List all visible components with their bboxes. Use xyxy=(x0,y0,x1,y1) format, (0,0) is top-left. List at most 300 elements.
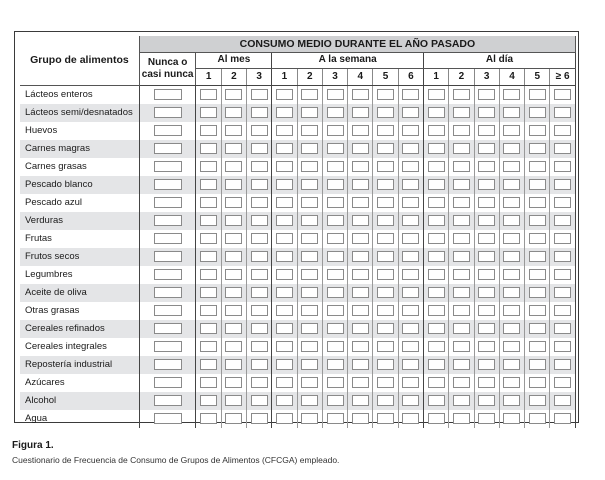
frequency-checkbox[interactable] xyxy=(529,143,546,154)
frequency-checkbox[interactable] xyxy=(200,107,217,118)
frequency-checkbox[interactable] xyxy=(428,251,445,262)
frequency-checkbox[interactable] xyxy=(453,161,470,172)
frequency-checkbox[interactable] xyxy=(377,269,394,280)
frequency-checkbox[interactable] xyxy=(200,233,217,244)
frequency-checkbox[interactable] xyxy=(402,251,419,262)
frequency-checkbox[interactable] xyxy=(276,269,293,280)
frequency-checkbox[interactable] xyxy=(352,233,369,244)
frequency-checkbox[interactable] xyxy=(352,395,369,406)
frequency-checkbox[interactable] xyxy=(377,395,394,406)
frequency-checkbox[interactable] xyxy=(478,341,495,352)
frequency-checkbox[interactable] xyxy=(301,287,318,298)
frequency-checkbox[interactable] xyxy=(453,413,470,424)
frequency-checkbox[interactable] xyxy=(554,251,571,262)
frequency-checkbox[interactable] xyxy=(554,287,571,298)
frequency-checkbox[interactable] xyxy=(478,395,495,406)
frequency-checkbox[interactable] xyxy=(402,269,419,280)
frequency-checkbox[interactable] xyxy=(327,215,344,226)
frequency-checkbox[interactable] xyxy=(301,359,318,370)
frequency-checkbox[interactable] xyxy=(554,89,571,100)
frequency-checkbox[interactable] xyxy=(225,395,242,406)
frequency-checkbox[interactable] xyxy=(402,413,419,424)
frequency-checkbox[interactable] xyxy=(301,413,318,424)
frequency-checkbox[interactable] xyxy=(402,143,419,154)
frequency-checkbox[interactable] xyxy=(377,215,394,226)
frequency-checkbox[interactable] xyxy=(428,197,445,208)
never-checkbox[interactable] xyxy=(154,89,182,100)
frequency-checkbox[interactable] xyxy=(529,269,546,280)
frequency-checkbox[interactable] xyxy=(352,305,369,316)
frequency-checkbox[interactable] xyxy=(301,143,318,154)
frequency-checkbox[interactable] xyxy=(503,233,520,244)
frequency-checkbox[interactable] xyxy=(554,341,571,352)
frequency-checkbox[interactable] xyxy=(251,305,268,316)
frequency-checkbox[interactable] xyxy=(200,89,217,100)
frequency-checkbox[interactable] xyxy=(377,377,394,388)
never-checkbox[interactable] xyxy=(154,341,182,352)
frequency-checkbox[interactable] xyxy=(503,395,520,406)
frequency-checkbox[interactable] xyxy=(478,323,495,334)
frequency-checkbox[interactable] xyxy=(251,395,268,406)
frequency-checkbox[interactable] xyxy=(529,125,546,136)
frequency-checkbox[interactable] xyxy=(554,395,571,406)
frequency-checkbox[interactable] xyxy=(402,377,419,388)
frequency-checkbox[interactable] xyxy=(327,305,344,316)
never-checkbox[interactable] xyxy=(154,251,182,262)
frequency-checkbox[interactable] xyxy=(225,215,242,226)
frequency-checkbox[interactable] xyxy=(276,197,293,208)
frequency-checkbox[interactable] xyxy=(428,395,445,406)
frequency-checkbox[interactable] xyxy=(327,89,344,100)
frequency-checkbox[interactable] xyxy=(402,395,419,406)
never-checkbox[interactable] xyxy=(154,359,182,370)
frequency-checkbox[interactable] xyxy=(301,377,318,388)
frequency-checkbox[interactable] xyxy=(251,125,268,136)
frequency-checkbox[interactable] xyxy=(402,305,419,316)
frequency-checkbox[interactable] xyxy=(453,377,470,388)
frequency-checkbox[interactable] xyxy=(428,341,445,352)
frequency-checkbox[interactable] xyxy=(352,161,369,172)
frequency-checkbox[interactable] xyxy=(428,143,445,154)
frequency-checkbox[interactable] xyxy=(276,251,293,262)
frequency-checkbox[interactable] xyxy=(225,287,242,298)
frequency-checkbox[interactable] xyxy=(478,125,495,136)
frequency-checkbox[interactable] xyxy=(529,161,546,172)
frequency-checkbox[interactable] xyxy=(276,179,293,190)
never-checkbox[interactable] xyxy=(154,305,182,316)
frequency-checkbox[interactable] xyxy=(402,197,419,208)
frequency-checkbox[interactable] xyxy=(200,161,217,172)
frequency-checkbox[interactable] xyxy=(352,179,369,190)
frequency-checkbox[interactable] xyxy=(377,143,394,154)
frequency-checkbox[interactable] xyxy=(200,179,217,190)
frequency-checkbox[interactable] xyxy=(327,125,344,136)
never-checkbox[interactable] xyxy=(154,323,182,334)
frequency-checkbox[interactable] xyxy=(251,179,268,190)
frequency-checkbox[interactable] xyxy=(453,251,470,262)
frequency-checkbox[interactable] xyxy=(327,341,344,352)
frequency-checkbox[interactable] xyxy=(402,125,419,136)
frequency-checkbox[interactable] xyxy=(478,233,495,244)
frequency-checkbox[interactable] xyxy=(251,143,268,154)
frequency-checkbox[interactable] xyxy=(554,215,571,226)
frequency-checkbox[interactable] xyxy=(503,359,520,370)
frequency-checkbox[interactable] xyxy=(301,125,318,136)
frequency-checkbox[interactable] xyxy=(200,359,217,370)
frequency-checkbox[interactable] xyxy=(352,359,369,370)
frequency-checkbox[interactable] xyxy=(554,125,571,136)
frequency-checkbox[interactable] xyxy=(529,341,546,352)
frequency-checkbox[interactable] xyxy=(327,377,344,388)
frequency-checkbox[interactable] xyxy=(428,269,445,280)
never-checkbox[interactable] xyxy=(154,215,182,226)
frequency-checkbox[interactable] xyxy=(529,287,546,298)
frequency-checkbox[interactable] xyxy=(529,197,546,208)
frequency-checkbox[interactable] xyxy=(377,161,394,172)
never-checkbox[interactable] xyxy=(154,161,182,172)
frequency-checkbox[interactable] xyxy=(428,323,445,334)
frequency-checkbox[interactable] xyxy=(225,251,242,262)
never-checkbox[interactable] xyxy=(154,143,182,154)
frequency-checkbox[interactable] xyxy=(301,161,318,172)
frequency-checkbox[interactable] xyxy=(503,215,520,226)
frequency-checkbox[interactable] xyxy=(453,215,470,226)
frequency-checkbox[interactable] xyxy=(478,215,495,226)
frequency-checkbox[interactable] xyxy=(200,125,217,136)
frequency-checkbox[interactable] xyxy=(276,377,293,388)
frequency-checkbox[interactable] xyxy=(301,107,318,118)
frequency-checkbox[interactable] xyxy=(453,143,470,154)
frequency-checkbox[interactable] xyxy=(225,161,242,172)
frequency-checkbox[interactable] xyxy=(554,413,571,424)
frequency-checkbox[interactable] xyxy=(453,233,470,244)
frequency-checkbox[interactable] xyxy=(453,395,470,406)
frequency-checkbox[interactable] xyxy=(327,269,344,280)
frequency-checkbox[interactable] xyxy=(200,341,217,352)
frequency-checkbox[interactable] xyxy=(377,179,394,190)
frequency-checkbox[interactable] xyxy=(377,89,394,100)
frequency-checkbox[interactable] xyxy=(251,107,268,118)
frequency-checkbox[interactable] xyxy=(200,269,217,280)
frequency-checkbox[interactable] xyxy=(251,413,268,424)
frequency-checkbox[interactable] xyxy=(478,107,495,118)
frequency-checkbox[interactable] xyxy=(554,323,571,334)
frequency-checkbox[interactable] xyxy=(200,305,217,316)
frequency-checkbox[interactable] xyxy=(301,395,318,406)
frequency-checkbox[interactable] xyxy=(529,323,546,334)
frequency-checkbox[interactable] xyxy=(529,215,546,226)
frequency-checkbox[interactable] xyxy=(251,341,268,352)
frequency-checkbox[interactable] xyxy=(503,107,520,118)
frequency-checkbox[interactable] xyxy=(554,179,571,190)
frequency-checkbox[interactable] xyxy=(503,197,520,208)
frequency-checkbox[interactable] xyxy=(503,323,520,334)
frequency-checkbox[interactable] xyxy=(529,233,546,244)
never-checkbox[interactable] xyxy=(154,125,182,136)
frequency-checkbox[interactable] xyxy=(503,287,520,298)
frequency-checkbox[interactable] xyxy=(554,143,571,154)
frequency-checkbox[interactable] xyxy=(327,413,344,424)
frequency-checkbox[interactable] xyxy=(554,377,571,388)
frequency-checkbox[interactable] xyxy=(301,215,318,226)
frequency-checkbox[interactable] xyxy=(503,413,520,424)
frequency-checkbox[interactable] xyxy=(428,359,445,370)
frequency-checkbox[interactable] xyxy=(377,341,394,352)
frequency-checkbox[interactable] xyxy=(529,377,546,388)
frequency-checkbox[interactable] xyxy=(301,89,318,100)
frequency-checkbox[interactable] xyxy=(276,125,293,136)
frequency-checkbox[interactable] xyxy=(377,107,394,118)
frequency-checkbox[interactable] xyxy=(200,287,217,298)
frequency-checkbox[interactable] xyxy=(453,287,470,298)
frequency-checkbox[interactable] xyxy=(529,251,546,262)
frequency-checkbox[interactable] xyxy=(225,413,242,424)
frequency-checkbox[interactable] xyxy=(251,197,268,208)
frequency-checkbox[interactable] xyxy=(251,89,268,100)
frequency-checkbox[interactable] xyxy=(453,107,470,118)
frequency-checkbox[interactable] xyxy=(503,341,520,352)
frequency-checkbox[interactable] xyxy=(327,179,344,190)
frequency-checkbox[interactable] xyxy=(352,107,369,118)
frequency-checkbox[interactable] xyxy=(225,359,242,370)
frequency-checkbox[interactable] xyxy=(428,125,445,136)
frequency-checkbox[interactable] xyxy=(276,305,293,316)
frequency-checkbox[interactable] xyxy=(503,143,520,154)
frequency-checkbox[interactable] xyxy=(200,215,217,226)
frequency-checkbox[interactable] xyxy=(327,359,344,370)
frequency-checkbox[interactable] xyxy=(276,107,293,118)
frequency-checkbox[interactable] xyxy=(453,341,470,352)
frequency-checkbox[interactable] xyxy=(503,305,520,316)
frequency-checkbox[interactable] xyxy=(478,161,495,172)
frequency-checkbox[interactable] xyxy=(554,161,571,172)
frequency-checkbox[interactable] xyxy=(327,323,344,334)
never-checkbox[interactable] xyxy=(154,233,182,244)
frequency-checkbox[interactable] xyxy=(377,413,394,424)
frequency-checkbox[interactable] xyxy=(301,269,318,280)
frequency-checkbox[interactable] xyxy=(200,323,217,334)
frequency-checkbox[interactable] xyxy=(251,251,268,262)
frequency-checkbox[interactable] xyxy=(200,251,217,262)
frequency-checkbox[interactable] xyxy=(327,287,344,298)
frequency-checkbox[interactable] xyxy=(529,413,546,424)
frequency-checkbox[interactable] xyxy=(529,359,546,370)
frequency-checkbox[interactable] xyxy=(478,287,495,298)
frequency-checkbox[interactable] xyxy=(402,215,419,226)
frequency-checkbox[interactable] xyxy=(327,143,344,154)
frequency-checkbox[interactable] xyxy=(276,413,293,424)
frequency-checkbox[interactable] xyxy=(554,107,571,118)
frequency-checkbox[interactable] xyxy=(301,197,318,208)
frequency-checkbox[interactable] xyxy=(301,305,318,316)
frequency-checkbox[interactable] xyxy=(200,197,217,208)
frequency-checkbox[interactable] xyxy=(251,323,268,334)
frequency-checkbox[interactable] xyxy=(402,233,419,244)
frequency-checkbox[interactable] xyxy=(478,251,495,262)
frequency-checkbox[interactable] xyxy=(225,107,242,118)
frequency-checkbox[interactable] xyxy=(503,89,520,100)
frequency-checkbox[interactable] xyxy=(276,161,293,172)
frequency-checkbox[interactable] xyxy=(276,143,293,154)
never-checkbox[interactable] xyxy=(154,287,182,298)
frequency-checkbox[interactable] xyxy=(402,179,419,190)
never-checkbox[interactable] xyxy=(154,197,182,208)
frequency-checkbox[interactable] xyxy=(276,323,293,334)
frequency-checkbox[interactable] xyxy=(428,107,445,118)
frequency-checkbox[interactable] xyxy=(377,233,394,244)
frequency-checkbox[interactable] xyxy=(327,197,344,208)
frequency-checkbox[interactable] xyxy=(402,107,419,118)
frequency-checkbox[interactable] xyxy=(251,359,268,370)
frequency-checkbox[interactable] xyxy=(352,341,369,352)
frequency-checkbox[interactable] xyxy=(225,269,242,280)
frequency-checkbox[interactable] xyxy=(276,341,293,352)
frequency-checkbox[interactable] xyxy=(352,323,369,334)
frequency-checkbox[interactable] xyxy=(377,305,394,316)
frequency-checkbox[interactable] xyxy=(327,107,344,118)
frequency-checkbox[interactable] xyxy=(428,233,445,244)
frequency-checkbox[interactable] xyxy=(503,269,520,280)
frequency-checkbox[interactable] xyxy=(478,377,495,388)
frequency-checkbox[interactable] xyxy=(301,341,318,352)
frequency-checkbox[interactable] xyxy=(478,269,495,280)
frequency-checkbox[interactable] xyxy=(276,215,293,226)
frequency-checkbox[interactable] xyxy=(453,359,470,370)
frequency-checkbox[interactable] xyxy=(453,197,470,208)
frequency-checkbox[interactable] xyxy=(377,197,394,208)
frequency-checkbox[interactable] xyxy=(554,269,571,280)
frequency-checkbox[interactable] xyxy=(402,341,419,352)
frequency-checkbox[interactable] xyxy=(276,395,293,406)
frequency-checkbox[interactable] xyxy=(225,125,242,136)
frequency-checkbox[interactable] xyxy=(428,305,445,316)
frequency-checkbox[interactable] xyxy=(402,89,419,100)
frequency-checkbox[interactable] xyxy=(200,143,217,154)
frequency-checkbox[interactable] xyxy=(352,125,369,136)
frequency-checkbox[interactable] xyxy=(503,377,520,388)
frequency-checkbox[interactable] xyxy=(453,89,470,100)
frequency-checkbox[interactable] xyxy=(377,359,394,370)
frequency-checkbox[interactable] xyxy=(554,359,571,370)
frequency-checkbox[interactable] xyxy=(478,197,495,208)
frequency-checkbox[interactable] xyxy=(200,413,217,424)
frequency-checkbox[interactable] xyxy=(225,143,242,154)
never-checkbox[interactable] xyxy=(154,413,182,424)
frequency-checkbox[interactable] xyxy=(554,233,571,244)
frequency-checkbox[interactable] xyxy=(225,197,242,208)
frequency-checkbox[interactable] xyxy=(251,377,268,388)
frequency-checkbox[interactable] xyxy=(327,161,344,172)
frequency-checkbox[interactable] xyxy=(478,305,495,316)
frequency-checkbox[interactable] xyxy=(225,377,242,388)
frequency-checkbox[interactable] xyxy=(402,161,419,172)
never-checkbox[interactable] xyxy=(154,395,182,406)
frequency-checkbox[interactable] xyxy=(503,161,520,172)
frequency-checkbox[interactable] xyxy=(428,179,445,190)
frequency-checkbox[interactable] xyxy=(352,215,369,226)
frequency-checkbox[interactable] xyxy=(301,179,318,190)
frequency-checkbox[interactable] xyxy=(428,215,445,226)
frequency-checkbox[interactable] xyxy=(377,251,394,262)
frequency-checkbox[interactable] xyxy=(301,323,318,334)
frequency-checkbox[interactable] xyxy=(503,179,520,190)
frequency-checkbox[interactable] xyxy=(478,359,495,370)
frequency-checkbox[interactable] xyxy=(225,341,242,352)
frequency-checkbox[interactable] xyxy=(453,125,470,136)
frequency-checkbox[interactable] xyxy=(478,179,495,190)
frequency-checkbox[interactable] xyxy=(251,287,268,298)
frequency-checkbox[interactable] xyxy=(276,233,293,244)
never-checkbox[interactable] xyxy=(154,377,182,388)
frequency-checkbox[interactable] xyxy=(529,89,546,100)
never-checkbox[interactable] xyxy=(154,179,182,190)
frequency-checkbox[interactable] xyxy=(225,233,242,244)
frequency-checkbox[interactable] xyxy=(402,359,419,370)
frequency-checkbox[interactable] xyxy=(478,89,495,100)
frequency-checkbox[interactable] xyxy=(327,233,344,244)
frequency-checkbox[interactable] xyxy=(529,395,546,406)
frequency-checkbox[interactable] xyxy=(453,269,470,280)
frequency-checkbox[interactable] xyxy=(453,323,470,334)
frequency-checkbox[interactable] xyxy=(327,395,344,406)
frequency-checkbox[interactable] xyxy=(327,251,344,262)
frequency-checkbox[interactable] xyxy=(478,413,495,424)
frequency-checkbox[interactable] xyxy=(428,413,445,424)
frequency-checkbox[interactable] xyxy=(503,125,520,136)
frequency-checkbox[interactable] xyxy=(377,323,394,334)
frequency-checkbox[interactable] xyxy=(352,197,369,208)
frequency-checkbox[interactable] xyxy=(276,287,293,298)
frequency-checkbox[interactable] xyxy=(428,161,445,172)
frequency-checkbox[interactable] xyxy=(200,377,217,388)
frequency-checkbox[interactable] xyxy=(225,323,242,334)
frequency-checkbox[interactable] xyxy=(529,179,546,190)
frequency-checkbox[interactable] xyxy=(503,251,520,262)
frequency-checkbox[interactable] xyxy=(352,377,369,388)
frequency-checkbox[interactable] xyxy=(352,251,369,262)
frequency-checkbox[interactable] xyxy=(225,179,242,190)
frequency-checkbox[interactable] xyxy=(529,107,546,118)
frequency-checkbox[interactable] xyxy=(251,161,268,172)
frequency-checkbox[interactable] xyxy=(352,269,369,280)
frequency-checkbox[interactable] xyxy=(301,251,318,262)
frequency-checkbox[interactable] xyxy=(428,287,445,298)
frequency-checkbox[interactable] xyxy=(453,305,470,316)
frequency-checkbox[interactable] xyxy=(352,413,369,424)
frequency-checkbox[interactable] xyxy=(428,377,445,388)
frequency-checkbox[interactable] xyxy=(402,287,419,298)
frequency-checkbox[interactable] xyxy=(529,305,546,316)
frequency-checkbox[interactable] xyxy=(554,197,571,208)
frequency-checkbox[interactable] xyxy=(200,395,217,406)
frequency-checkbox[interactable] xyxy=(428,89,445,100)
never-checkbox[interactable] xyxy=(154,107,182,118)
frequency-checkbox[interactable] xyxy=(352,89,369,100)
frequency-checkbox[interactable] xyxy=(478,143,495,154)
frequency-checkbox[interactable] xyxy=(453,179,470,190)
frequency-checkbox[interactable] xyxy=(276,89,293,100)
frequency-checkbox[interactable] xyxy=(251,215,268,226)
frequency-checkbox[interactable] xyxy=(377,125,394,136)
frequency-checkbox[interactable] xyxy=(225,89,242,100)
frequency-checkbox[interactable] xyxy=(251,269,268,280)
frequency-checkbox[interactable] xyxy=(301,233,318,244)
frequency-checkbox[interactable] xyxy=(352,287,369,298)
frequency-checkbox[interactable] xyxy=(251,233,268,244)
frequency-checkbox[interactable] xyxy=(554,305,571,316)
frequency-checkbox[interactable] xyxy=(352,143,369,154)
frequency-checkbox[interactable] xyxy=(276,359,293,370)
